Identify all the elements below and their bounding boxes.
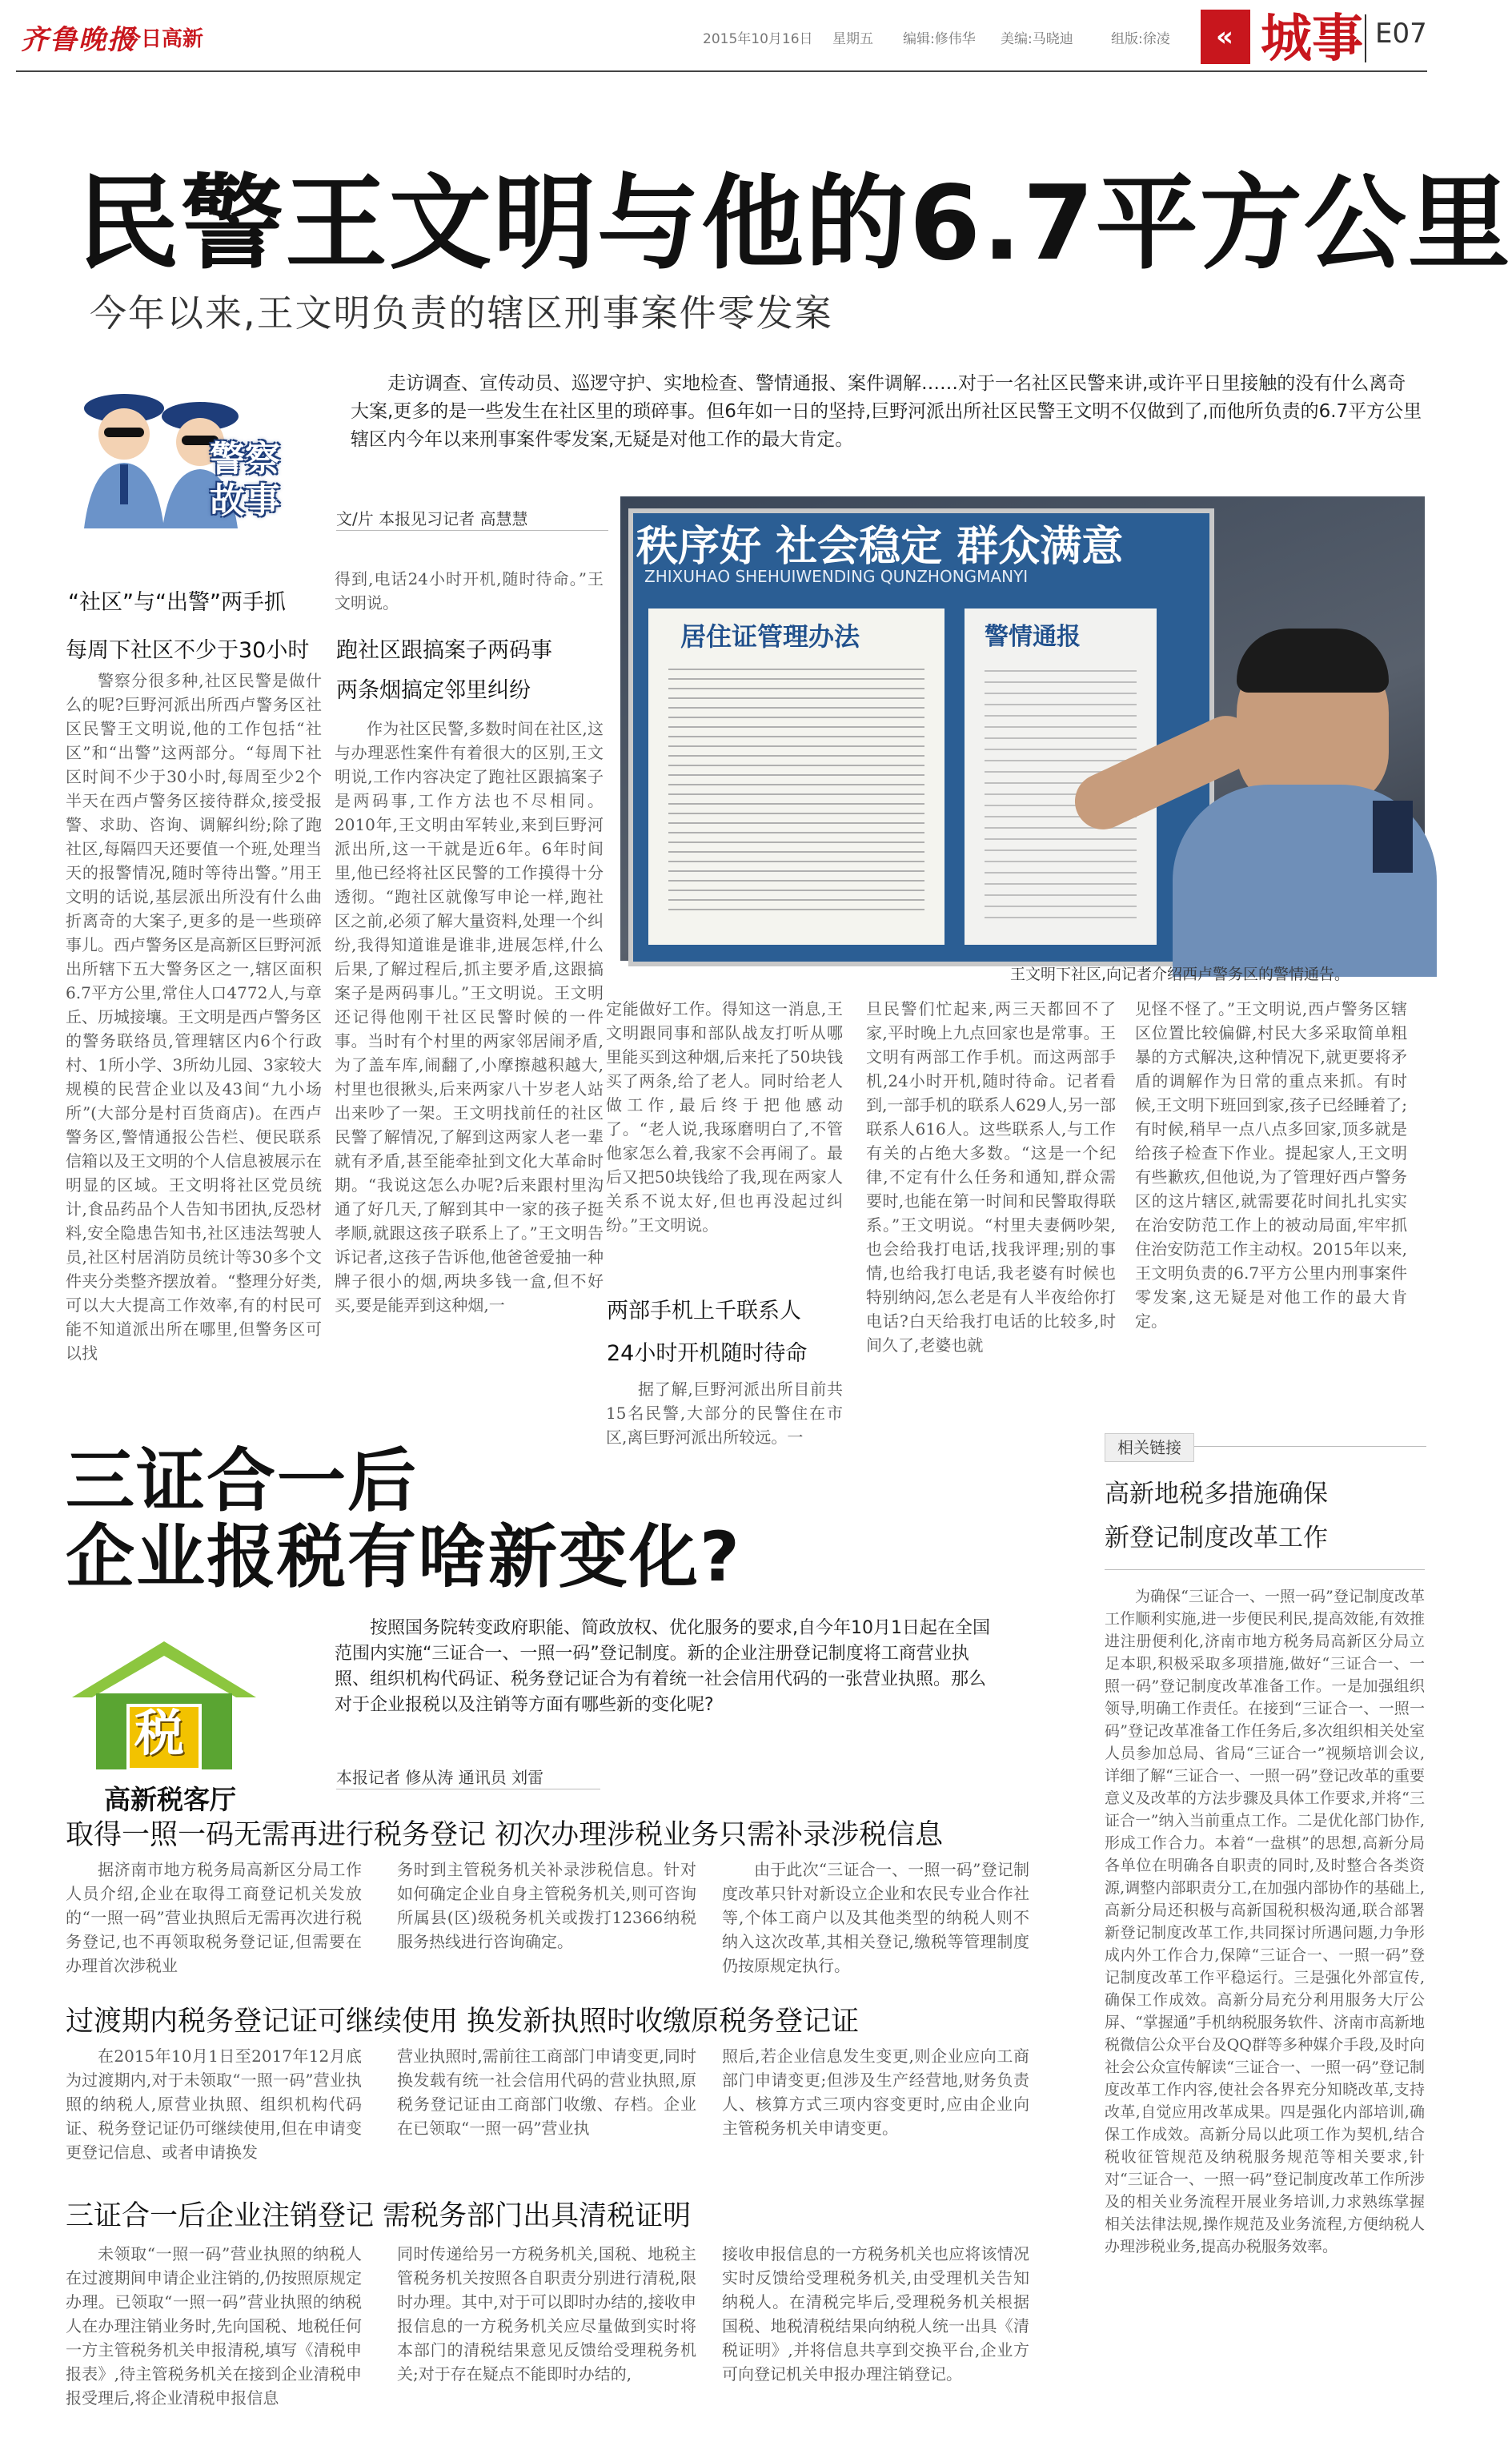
notice-title: 居住证管理办法 [680,621,860,652]
story2-section1-col2: 务时到主管税务机关补录涉税信息。针对如何确定企业自身主管税务机关,则可咨询所属县(区)级税务机关或拨打12366纳税服务热线进行咨询确定。 [397,1860,696,1951]
chevron-left-icon: « [1216,21,1233,53]
section-name: 今日高新 [120,27,204,51]
header-divider [1365,14,1366,62]
story1-photo [620,496,1425,961]
story2-section3-col2: 同时传递给另一方税务机关,国税、地税主管税务机关按照各自职责分别进行清税,限时办理。其中,对于可以即时办结的,接收申报信息的一方税务机关应尽量做到实时将本部门的清税结果意见反馈给受理税务机关;对于存在疑点不能即时办结的, [397,2244,696,2384]
police-story-label: 警察故事 [210,439,280,521]
story2-section1-col3: 由于此次“三证合一、一照一码”登记制度改革只针对新设立企业和农民专业合作社等,个体工商户以及其他类型的纳税人则不纳入这次改革,其相关登记,缴税等管理制度仍按原规定执行。 [722,1860,1029,1975]
story1-headline: 民警王文明与他的6.7平方公里 [77,164,1512,283]
story2-section1-title: 取得一照一码无需再进行税务登记 初次办理涉税业务只需补录涉税信息 [66,1819,944,1851]
issue-date: 2015年10月16日 [703,31,813,47]
sidebar-title-line1: 高新地税多措施确保 [1105,1480,1328,1508]
story1-subhead-2a: 跑社区跟搞案子两码事 [336,638,552,663]
story1-lead: 走访调查、宣传动员、巡逻守护、实地检查、警情通报、案件调解……对于一名社区民警来讲,或许平日里接触的没有什么离奇大案,更多的是一些发生在社区里的琐碎事。但6年如一日的坚持,巨野河派出所社区民警王文明不仅做到了,而他所负责的6.7平方公里辖区内今年以来刑事案件零发案,无疑是对他工作的最大肯定。 [351,373,1422,450]
column-name: 城事 [1261,10,1363,69]
story1-subhead-3a: 两部手机上千联系人 [607,1299,801,1323]
story2-headline-line1: 三证合一后 [66,1441,418,1521]
story2-section3-col3: 接收申报信息的一方税务机关也应将该情况实时反馈给受理税务机关,由受理机关告知纳税人。在清税完毕后,受理税务机关根据国税、地税清税结果向纳税人统一出具《清税证明》,并将信息共享到交换平台,企业方可向登记机关申报办理注销登记。 [722,2244,1029,2384]
story1-subhead-2b: 两条烟搞定邻里纠纷 [336,678,531,703]
photo-caption: 王文明下社区,向记者介绍西卢警务区的警情通告。 [1010,966,1350,983]
issue-weekday: 星期五 [832,31,873,47]
story2-section2-col3: 照后,若企业信息发生变更,则企业应向工商部门申请变更;但涉及生产经营地,财务负责人、核算方式三项内容变更时,应由企业向主管税务机关申请变更。 [722,2046,1029,2138]
story1-col2: 作为社区民警,多数时间在社区,这与办理恶性案件有着很大的区别,王文明说,工作内容决定了跑社区跟搞案子是两码事,工作方法也不尽相同。2010年,王文明由军转业,来到巨野河派出所,这一干就是近6年。6年时间里,他已经将社区民警的工作摸得十分透彻。“跑社区就像写申论一样,跑社区之前,必须了解大量资料,处理一个纠纷,我得知道谁是谁非,进展怎样,什么后果,了解过程后,抓主要矛盾,这跟搞案子是两码事儿。”王文明说。王文明还记得他刚干社区民警时候的一件事。当时有个村里的两家邻居闹矛盾,为了盖车库,闹翻了,小摩擦越积越大,村里也很揪头,后来两家八十岁老人站出来吵了一架。王文明找前任的社区民警了解情况,了解到这两家人老一辈就有矛盾,甚至能牵扯到文化大革命时期。“我说这怎么办呢?后来跟村里沟通了好几天,了解到其中一家的孩子挺孝顺,就跟这孩子联系上了。”王文明告诉记者,这孩子告诉他,他爸爸爱抽一种牌子很小的烟,两块多钱一盒,但不好买,要是能弄到这种烟,一 [335,719,604,1315]
story1-col1: 警察分很多种,社区民警是做什么的呢?巨野河派出所西卢警务区社区民警王文明说,他的工作包括“社区”和“出警”这两部分。“每周下社区时间不少于30小时,每周至少2个半天在西卢警务区接待群众,接受报警、求助、咨询、调解纠纷;除了跑社区,每隔四天还要值一个班,处理当天的报警情况,随时等待出警。”用王文明的话说,基层派出所没有什么曲折离奇的大案子,更多的是一些琐碎事儿。西卢警务区是高新区巨野河派出所辖下五大警务区之一,辖区面积6.7平方公里,常住人口4772人,与章丘、历城接壤。王文明是西卢警务区的警务联络员,管理辖区内6个行政村、1所小学、3所幼儿园、3家较大规模的民营企业以及43间“九小场所”(大部分是村百货商店)。在西卢警务区,警情通报公告栏、便民联系信箱以及王文明的个人信息被展示在明显的区域。王文明将社区党员统计,食品药品个人告知书团执,反恐材料,安全隐患告知书,社区违法驾驶人员,社区村居消防员统计等30多个文件夹分类整齐摆放着。“整理分好类,可以大大提高工作效率,有的村民可能不知道派出所在哪里,但警务区可以找 [66,671,322,1363]
story1-byline: 文/片 本报见习记者 高慧慧 [336,509,528,528]
story2-section2-col1: 在2015年10月1日至2017年12月底为过渡期内,对于未领取“一照一码”营业执照的纳税人,原营业执照、组织机构代码证、税务登记证仍可继续使用,但在申请变更登记信息、或者申请换发 [66,2046,362,2162]
shoulder-badge [1373,801,1413,873]
story2-section1-col1: 据济南市地方税务局高新区分局工作人员介绍,企业在取得工商登记机关发放的“一照一码”营业执照后无需再次进行税务登记,也不再领取税务登记证,但需要在办理首次涉税业 [66,1860,362,1975]
bulletin-title: 警情通报 [985,623,1081,651]
proof-credit: 组版:徐凌 [1111,31,1170,47]
sidebar-tag: 相关链接 [1105,1433,1194,1462]
sidebar-body: 为确保“三证合一、一照一码”登记制度改革工作顺利实施,进一步便民利民,提高效能,有效推进注册便利化,济南市地方税务局高新区分局立足本职,积极采取多项措施,做好“三证合一、一照一码”登记制度改革准备工作。一是加强组织领导,明确工作责任。在接到“三证合一、一照一码”登记改革准备工作任务后,多次组织相关处室人员参加总局、省局“三证合一”视频培训会议,详细了解“三证合一、一照一码”登记改革的重要意义及改革的方法步骤及具体工作要求,并将“三证合一”纳入当前重点工作。二是优化部门协作,形成工作合力。本着“一盘棋”的思想,高新分局各单位在明确各自职责的同时,及时整合各类资源,调整内部职责分工,在加强内部协作的基础上,高新分局还积极与高新国税积极沟通,联合部署新登记制度改革工作,共同探讨所遇问题,力争形成内外工作合力,保障“三证合一、一照一码”登记制度改革工作平稳运行。三是强化外部宣传,确保工作成效。高新分局充分利用服务大厅公屏、“掌握通”手机纳税服务软件、济南市高新地税微信公众平台及QQ群等多种媒介手段,及时向社会公众宣传解读“三证合一、一照一码”登记制度改革工作内容,使社会各界充分知晓改革,支持改革,自觉应用改革成果。四是强化内部培训,确保工作成效。高新分局以此项工作为契机,结合税收征管规范及纳税服务规范等相关要求,针对“三证合一、一照一码”登记制度改革工作所涉及的相关业务流程开展业务培训,力求熟练掌握相关法律法规,操作规范及业务流程,方便纳税人办理涉税业务,提高办税服务效率。 [1105,1588,1425,2255]
page-number: E07 [1375,18,1427,50]
editor-credit: 编辑:修伟华 [903,31,976,47]
tax-logo-label: 高新税客厅 [104,1784,236,1815]
notice-text-lines [668,661,924,917]
story1-subheadline: 今年以来,王文明负责的辖区刑事案件零发案 [90,291,833,335]
sidebar-tag-rule [1194,1446,1426,1447]
header-rule [16,70,1427,72]
story2-lead: 按照国务院转变政府职能、简政放权、优化服务的要求,自今年10月1日起在全国范围内实施“三证合一、一照一码”登记制度。新的企业注册登记制度将工商营业执照、组织机构代码证、税务登记证合为有着统一社会信用代码的一张营业执照。那么对于企业报税以及注销等方面有哪些新的变化呢? [335,1618,990,1715]
story2-headline-line2: 企业报税有啥新变化? [66,1517,741,1597]
story1-col5: 见怪不怪了。”王文明说,西卢警务区辖区位置比较偏僻,村民大多采取简单粗暴的方式解决,这种情况下,就更要将矛盾的调解作为日常的重点来抓。有时候,王文明下班回到家,孩子已经睡着了;有时候,稍早一点八点多回家,顶多就是给孩子检查下作业。提起家人,王文明有些歉疚,但他说,为了管理好西卢警务区的这片辖区,就需要花时间扎扎实实在治安防范工作上的被动局面,牢牢抓住治安防范工作主动权。2015年以来,王文明负责的6.7平方公里内刑事案件零发案,这无疑是对他工作的最大肯定。 [1135,999,1407,1331]
story1-subhead-1a: “社区”与“出警”两手抓 [68,590,286,615]
photo-banner: 秩序好 社会稳定 群众满意 [636,523,1124,571]
tax-logo-char: 税 [134,1704,185,1762]
brand-logo: 齐鲁晚报 [21,24,136,56]
story2-section2-col2: 营业执照时,需前往工商部门申请变更,同时换发载有统一社会信用代码的营业执照,原税务登记证由工商部门收缴、存档。企业在已领取“一照一码”营业执 [397,2046,696,2138]
officer-hair [1237,629,1389,693]
sidebar-title-line2: 新登记制度改革工作 [1105,1524,1328,1552]
photo-banner-pinyin: ZHIXUHAO SHEHUIWENDING QUNZHONGMANYI [644,567,1029,586]
story1-col4: 旦民警们忙起来,两三天都回不了家,平时晚上九点回家也是常事。王文明有两部工作手机。而这两部手机,24小时开机,随时待命。记者看到,一部手机的联系人629人,另一部联系人616人。这些联系人,与工作有关的占绝大多数。“这是一个纪律,不定有什么任务和通知,群众需要时,也能在第一时间和民警取得联系。”王文明说。“村里夫妻俩吵架,也会给我打电话,找我评理;别的事情,也给我打电话,我老婆有时候也特别纳闷,怎么老是有人半夜给你打电话?白天给我打电话的比较多,时间久了,老婆也就 [866,999,1116,1355]
story1-subhead-1b: 每周下社区不少于30小时 [66,638,310,663]
story1-col3-bottom: 据了解,巨野河派出所目前共15名民警,大部分的民警住在市区,离巨野河派出所较远。一 [606,1380,843,1447]
story2-byline: 本报记者 修从涛 通讯员 刘雷 [336,1768,544,1787]
story2-section2-title: 过渡期内税务登记证可继续使用 换发新执照时收缴原税务登记证 [66,2006,860,2038]
sidebar-title-rule [1105,1569,1425,1570]
story1-subhead-3b: 24小时开机随时待命 [607,1341,808,1366]
story1-col3: 定能做好工作。得知这一消息,王文明跟同事和部队战友打听从哪里能买到这种烟,后来托了50块钱买了两条,给了老人。同时给老人做工作,最后终于把他感动了。“老人说,我琢磨明白了,不管他家怎么着,我家不会再闹了。最后又把50块钱给了我,现在两家人关系不说太好,但也再没起过纠纷。”王文明说。 [606,999,843,1235]
story1-col2-top: 得到,电话24小时开机,随时待命。”王文明说。 [335,569,604,613]
story2-section3-title: 三证合一后企业注销登记 需税务部门出具清税证明 [66,2200,692,2232]
story2-section3-col1: 未领取“一照一码”营业执照的纳税人在过渡期间申请企业注销的,仍按照原规定办理。已领取“一照一码”营业执照的纳税人在办理注销业务时,先向国税、地税任何一方主管税务机关申报清税,填写《清税申报表》,待主管税务机关在接到企业清税申报受理后,将企业清税申报信息 [66,2244,362,2408]
story1-byline-rule [336,530,608,531]
artist-credit: 美编:马晓迪 [1001,31,1073,47]
